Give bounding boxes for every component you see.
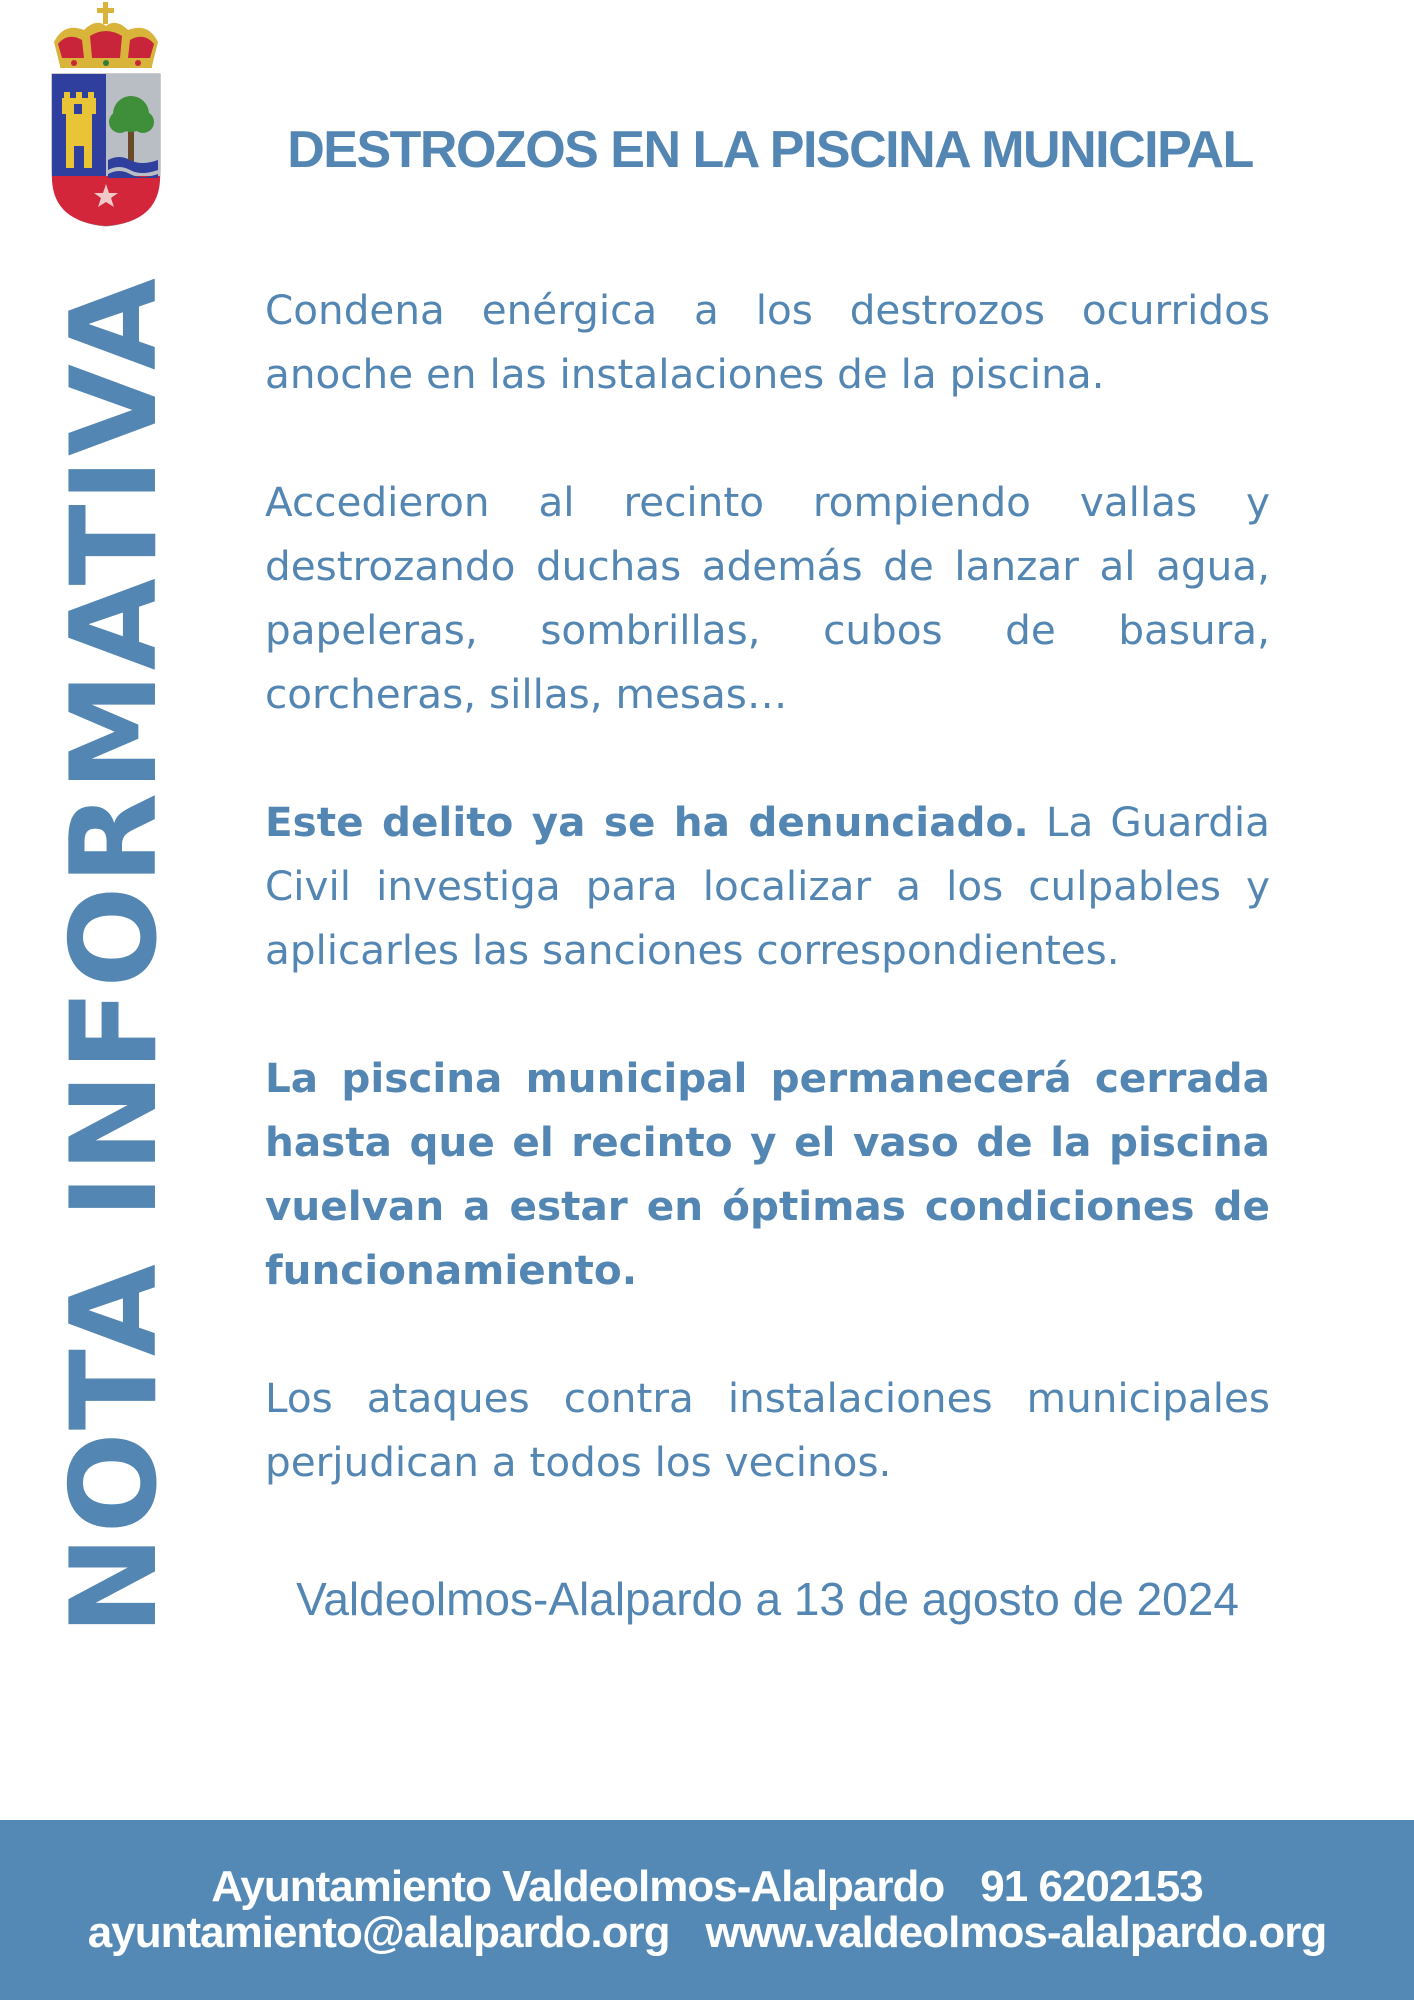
footer (0, 1820, 1414, 2000)
footer-line-2 (0, 1908, 1414, 1958)
complaint-bold: Este delito ya se ha denunciado. (265, 798, 1029, 846)
notice-body (265, 278, 1270, 1558)
paragraph-complaint (265, 790, 1270, 982)
coat-of-arms-icon (44, 0, 169, 230)
footer-line-1 (0, 1862, 1414, 1912)
closure-bold: La piscina municipal permanecerá cerrada hasta que el recinto y el vaso de la piscina vuelvan a estar en óptimas condiciones de funcionamiento. (265, 1054, 1270, 1294)
complaint-text: La Guardia Civil investiga para localizar a los culpables y aplicarles las sanciones correspondientes. (265, 798, 1271, 974)
date-line: Valdeolmos-Alalpardo a 13 de agosto de 2024 (296, 1573, 1239, 1625)
footer-email[interactable]: ayuntamiento@alalpardo.org (87, 1908, 670, 1957)
paragraph-damages: Accedieron al recinto rompiendo vallas y destrozando duchas además de lanzar al agua, papeleras, sombrillas, cubos de basura, corcheras, sillas, mesas… (265, 478, 1270, 718)
page-title: DESTROZOS EN LA PISCINA MUNICIPAL (287, 121, 1253, 179)
paragraph-closing: Los ataques contra instalaciones municipales perjudican a todos los vecinos. (265, 1374, 1270, 1486)
footer-org: Ayuntamiento Valdeolmos-Alalpardo (211, 1862, 945, 1911)
paragraph-condemnation: Condena enérgica a los destrozos ocurridos anoche en las instalaciones de la piscina. (265, 286, 1270, 398)
side-title: NOTA INFORMATIVA (46, 275, 184, 1635)
footer-phone: 91 6202153 (980, 1862, 1203, 1911)
paragraph-closure (265, 1046, 1270, 1302)
footer-website[interactable]: www.valdeolmos-alalpardo.org (705, 1908, 1327, 1957)
